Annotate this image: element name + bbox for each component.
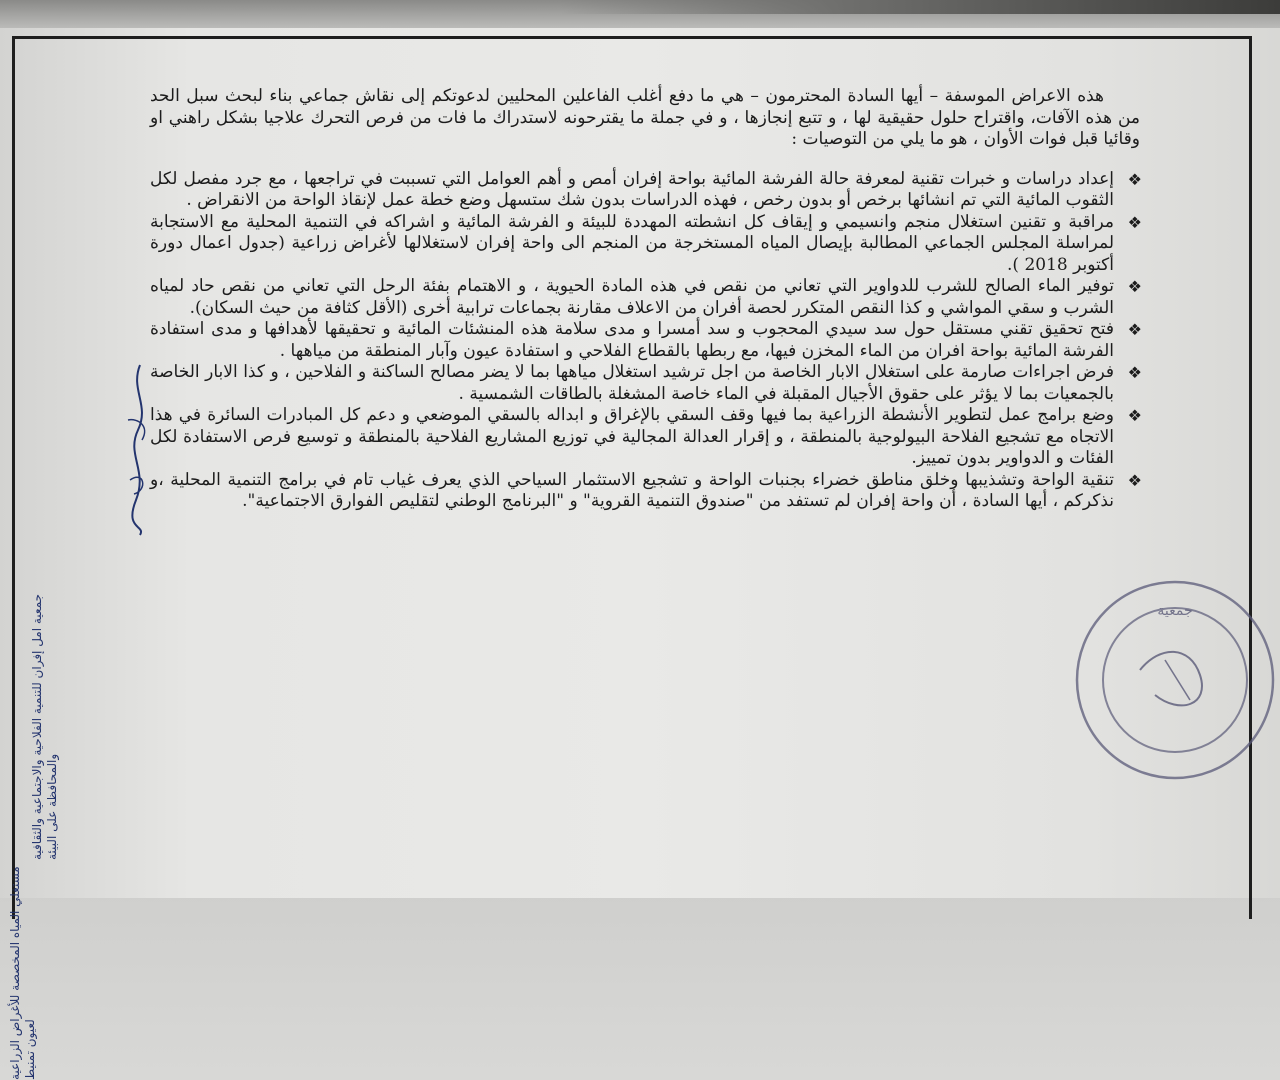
diamond-bullet-icon: ❖ bbox=[1127, 470, 1142, 490]
recommendation-item bbox=[150, 276, 1140, 319]
intro-paragraph: هذه الاعراض الموسفة – أيها السادة المحترمون – هي ما دفع أغلب الفاعلين المحليين لدعوتكم إلى نقاش جماعي بناء لبحث سبل الحد من هذه الآفات، واقتراح حلول حقيقية لها ، و تتبع إنجازها ، و في جملة ما يقترحونه لاستدراك ما فات من فرص التحرك علاجيا بشكل راهني او وقائيا قبل فوات الأوان ، هو ما يلي من التوصيات : bbox=[150, 86, 1140, 149]
recommendation-text: فتح تحقيق تقني مستقل حول سد سيدي المحجوب و سد أمسرا و مدى سلامة هذه المنشئات المائية و تحقيقها لأهدافها و مدى استفادة الفرشة المائية بواحة افران من الماء المخزن فيها، مع ربطها بالقطاع الفلاحي و استفادة عيون وآبار المنطقة من مياهها . bbox=[150, 319, 1114, 361]
recommendation-item bbox=[150, 405, 1140, 470]
document-body bbox=[150, 80, 1140, 513]
diamond-bullet-icon: ❖ bbox=[1127, 363, 1142, 382]
recommendation-item bbox=[150, 470, 1140, 513]
recommendation-item bbox=[150, 362, 1140, 405]
recommendations-list bbox=[150, 169, 1140, 513]
recommendation-text: توفير الماء الصالح للشرب للدواوير التي تعاني من نقص في هذه المادة الحيوية ، و الاهتمام بفئة الرحل التي تعاني من نقص حاد لمياه الشرب و سقي المواشي و كذا النقص المتكرر لحصة أفران من الاعلاف مقارنة بجماعات ترابية أخرى (الأقل كثافة من حيث السكان). bbox=[150, 276, 1114, 318]
recommendation-text: فرض اجراءات صارمة على استغلال الابار الخاصة من اجل ترشيد استغلال مياهها بما لا يضر مصالح الساكنة و الفلاحين ، و كذا الابار الخاصة بالجمعيات بما لا يؤثر على حقوق الأجيال المقبلة في الماء خاصة المشغلة بالطاقات الشمسية . bbox=[150, 362, 1114, 404]
recommendation-text: إعداد دراسات و خبرات تقنية لمعرفة حالة الفرشة المائية بواحة إفران أمص و أهم العوامل التي تسببت في تراجعها ، مع جرد مفصل لكل الثقوب المائية التي تم انشائها برخص أو بدون رخص ، فهذه الدراسات بدون شك ستسهل وضع خطة عمل لإنقاذ الواحة من الانقراض . bbox=[150, 168, 1114, 210]
recommendation-text: تنقية الواحة وتشذيبها وخلق مناطق خضراء بجنبات الواحة و تشجيع الاستثمار السياحي الذي يعرف غياب تام في برامج التنمية المحلية ،و نذكركم ، أيها السادة ، أن واحة إفران لم تستفد من "صندوق التنمية القروية" و "البرنامج الوطني لتقليص الفوارق الاجتماعية". bbox=[150, 469, 1114, 511]
diamond-bullet-icon: ❖ bbox=[1127, 320, 1142, 339]
handwritten-signature bbox=[120, 360, 160, 540]
handwritten-margin-note: جمعية امل إفران للتنمية الفلاحية والاجتماعية والثقافية والمحافظة على البيئة bbox=[30, 593, 59, 860]
recommendation-text: مراقبة و تقنين استغلال منجم وانسيمي و إيقاف كل انشطته المهددة للبيئة و الفرشة المائية و اشراكه في التنمية المحلية مع الاستجابة لمراسلة المجلس الجماعي المطالبة بإيصال المياه المستخرجة من المنجم الى واحة إفران لاستغلالها لأغراض زراعية (جدول اعمال دورة أكتوبر 2018 ). bbox=[150, 211, 1114, 275]
official-stamp bbox=[1070, 575, 1280, 785]
diamond-bullet-icon: ❖ bbox=[1127, 169, 1142, 189]
handwritten-margin-note: مستغلي المياه المخصصة للأغراض الزراعية لعيون تمنيط bbox=[8, 866, 37, 1080]
diamond-bullet-icon: ❖ bbox=[1127, 406, 1142, 425]
recommendation-text: وضع برامج عمل لتطوير الأنشطة الزراعية بما فيها وقف السقي بالإغراق و ابداله بالسقي الموضعي و دعم كل المبادرات السائرة في هذا الاتجاه مع تشجيع الفلاحة البيولوجية بالمنطقة ، و إقرار العدالة المجالية في توزيع المشاريع الفلاحية بالمنطقة و توسيع فرص الاستفادة لكل الفئات و الدواوير بدون تمييز. bbox=[150, 405, 1114, 468]
stamp-label: جمعية bbox=[1157, 603, 1193, 619]
recommendation-item bbox=[150, 319, 1140, 362]
recommendation-item bbox=[150, 212, 1140, 277]
recommendation-item bbox=[150, 169, 1140, 212]
diamond-bullet-icon: ❖ bbox=[1127, 277, 1142, 296]
diamond-bullet-icon: ❖ bbox=[1127, 212, 1142, 232]
